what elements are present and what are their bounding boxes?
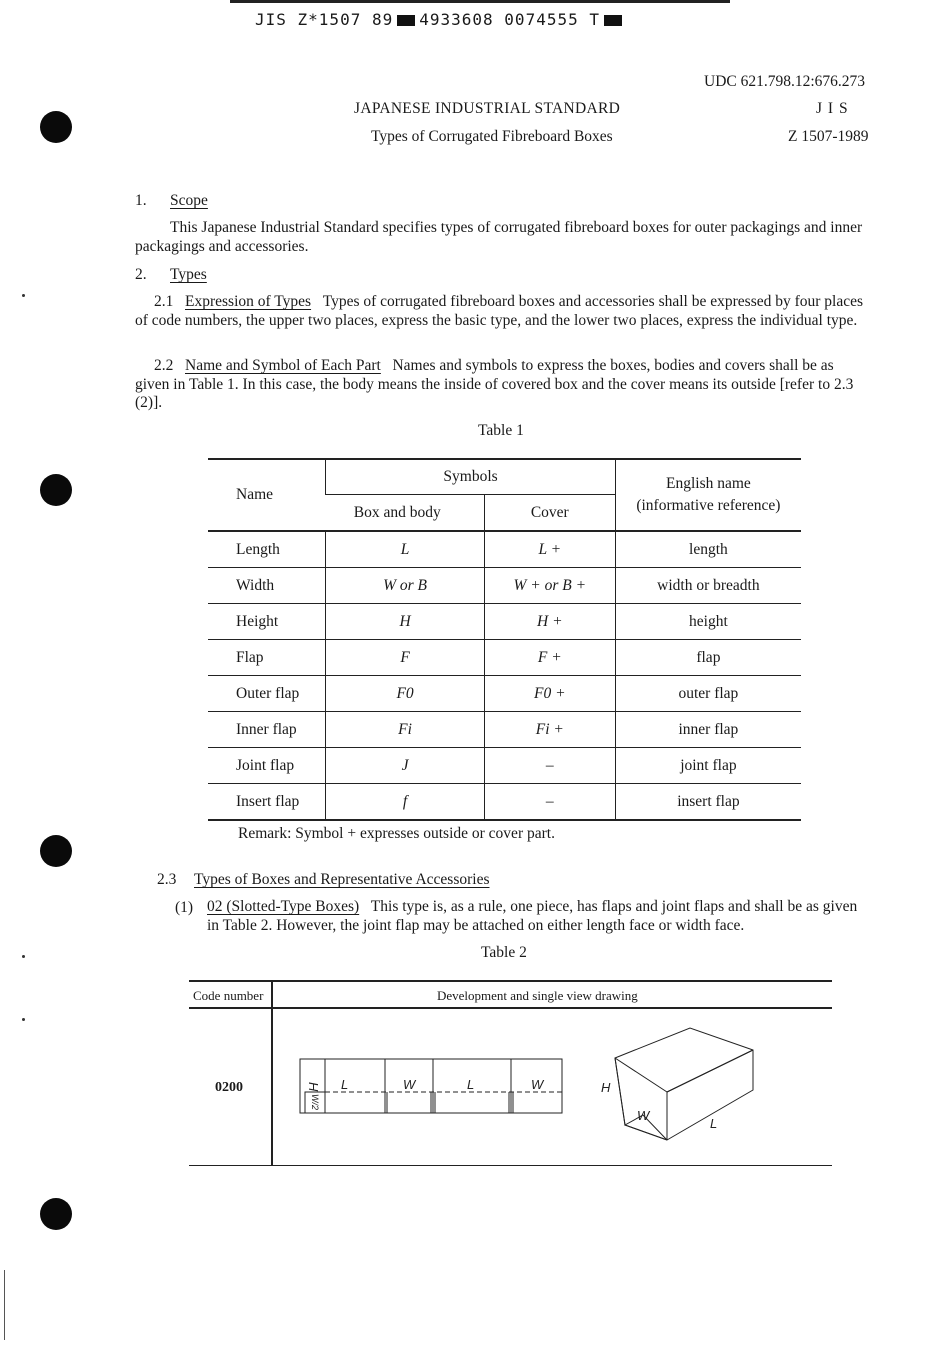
document-title: Types of Corrugated Fibreboard Boxes xyxy=(371,128,613,145)
top-rule xyxy=(230,0,730,3)
box-edge xyxy=(615,1058,667,1092)
s23-1-title: 02 (Slotted-Type Boxes) xyxy=(207,898,360,915)
dev-label-l2: L xyxy=(467,1077,475,1092)
margin-line xyxy=(4,1270,5,1340)
t2-header-rule xyxy=(189,1007,832,1009)
t1-cell-cover: F + xyxy=(484,640,615,676)
box-label-h: H xyxy=(601,1080,611,1095)
table1-remark: Remark: Symbol + expresses outside or cover part. xyxy=(238,825,555,842)
t1-header-english xyxy=(615,459,801,531)
t2-code-0200: 0200 xyxy=(215,1080,243,1095)
t1-row xyxy=(208,640,801,676)
t1-cell-english: height xyxy=(615,604,801,640)
s23-1-paragraph xyxy=(207,898,869,935)
t1-cell-english: outer flap xyxy=(615,676,801,712)
s22-num: 2.2 xyxy=(154,357,174,374)
t1-cell-box: F xyxy=(326,640,485,676)
t1-cell-name: Flap xyxy=(236,648,264,666)
binder-hole xyxy=(40,474,72,506)
t1-cell-box: H xyxy=(326,604,485,640)
s21-paragraph xyxy=(135,293,865,330)
t2-top-rule xyxy=(189,980,832,982)
dev-label-w2: W xyxy=(531,1077,544,1092)
standard-org: JAPANESE INDUSTRIAL STANDARD xyxy=(354,100,621,117)
standard-number: Z 1507-1989 xyxy=(788,128,869,145)
t1-row xyxy=(208,712,801,748)
s21-num: 2.1 xyxy=(154,293,174,310)
t1-row xyxy=(208,531,801,568)
table1 xyxy=(208,458,801,821)
t1-cell-box: L xyxy=(326,531,485,568)
s2-title: Types xyxy=(170,266,207,283)
t1-row xyxy=(208,604,801,640)
redaction-block xyxy=(604,15,622,26)
box-single-view-drawing xyxy=(595,1020,765,1145)
binder-hole xyxy=(40,835,72,867)
dev-label-half-w: W/2 xyxy=(310,1094,320,1111)
t1-cell-box: f xyxy=(326,784,485,821)
s21-title: Expression of Types xyxy=(185,293,312,310)
box-label-w: W xyxy=(637,1108,650,1123)
binder-hole xyxy=(40,1198,72,1230)
t1-cell-english: insert flap xyxy=(615,784,801,821)
t1-cell-english: inner flap xyxy=(615,712,801,748)
box-outline xyxy=(615,1028,753,1140)
t1-cell-name: Insert flap xyxy=(236,792,300,810)
t1-cell-cover: H + xyxy=(484,604,615,640)
header-code xyxy=(255,10,626,29)
development-drawing xyxy=(295,1052,570,1122)
dev-label-h: H xyxy=(306,1082,321,1092)
t1-cell-english: length xyxy=(615,531,801,568)
t1-cell-english: joint flap xyxy=(615,748,801,784)
t1-header-cover: Cover xyxy=(484,495,615,532)
dev-label-l1: L xyxy=(341,1077,349,1092)
development-outline xyxy=(300,1059,562,1113)
table2-caption: Table 2 xyxy=(481,944,527,961)
t1-header-box: Box and body xyxy=(353,503,441,521)
redaction-block xyxy=(397,15,415,26)
t1-cell-cover: L + xyxy=(484,531,615,568)
t1-header-english-line2: (informative reference) xyxy=(636,497,781,514)
header-code-left: JIS Z*1507 89 xyxy=(255,10,394,29)
t1-cell-name: Height xyxy=(236,612,279,630)
t1-cell-cover: – xyxy=(484,784,615,821)
speck xyxy=(22,294,25,297)
t1-cell-box: Fi xyxy=(326,712,485,748)
speck xyxy=(22,955,25,958)
s23-title: Types of Boxes and Representative Accessories xyxy=(194,871,490,888)
binder-hole xyxy=(40,111,72,143)
s23-1-text: This type is, as a rule, one piece, has flaps and joint flaps and shall be as given in Table 2. However, the joint flap may be attached on either length face or width face. xyxy=(207,898,858,934)
s21-text: Types of corrugated fibreboard boxes and accessories shall be expressed by four places of code numbers, the upper two places, express the basic type, and the lower two places, express the individual type. xyxy=(135,293,864,329)
s23-1-num: (1) xyxy=(175,899,194,916)
s1-num: 1. xyxy=(135,192,147,209)
s22-paragraph xyxy=(135,357,865,413)
t1-cell-box: J xyxy=(326,748,485,784)
t2-header-drawing: Development and single view drawing xyxy=(437,988,638,1003)
t1-cell-name: Length xyxy=(236,540,280,558)
t1-cell-cover: W + or B + xyxy=(484,568,615,604)
s1-title: Scope xyxy=(170,192,208,209)
t1-cell-cover: F0 + xyxy=(484,676,615,712)
t1-cell-name: Outer flap xyxy=(236,684,300,702)
t1-cell-box: F0 xyxy=(326,676,485,712)
jis-label: J I S xyxy=(816,100,849,117)
t1-cell-name: Inner flap xyxy=(236,720,297,738)
t1-row xyxy=(208,784,801,821)
t1-cell-cover: – xyxy=(484,748,615,784)
s1-text: This Japanese Industrial Standard specifies types of corrugated fibreboard boxes for outer packagings and inner packagings and accessories. xyxy=(135,219,863,255)
t1-cell-english: flap xyxy=(615,640,801,676)
box-label-l: L xyxy=(710,1116,718,1131)
s22-text: Names and symbols to express the boxes, bodies and covers shall be as given in Table 1. In this case, the body means the inside of covered box and the cover means its outside [refer to 2.3 (2)]. xyxy=(135,357,854,411)
t1-header-symbols: Symbols xyxy=(326,459,616,495)
s23-num: 2.3 xyxy=(157,871,177,888)
s22-title: Name and Symbol of Each Part xyxy=(185,357,381,374)
box-edge xyxy=(615,1058,625,1125)
t1-cell-name: Joint flap xyxy=(236,756,295,774)
t1-header-name: Name xyxy=(208,459,326,531)
box-edge xyxy=(667,1050,753,1092)
t1-header-english-line1: English name xyxy=(665,475,751,492)
table1-caption: Table 1 xyxy=(478,422,524,439)
t1-cell-english: width or breadth xyxy=(615,568,801,604)
header-code-right: 4933608 0074555 T xyxy=(419,10,600,29)
t2-header-code: Code number xyxy=(193,988,264,1003)
t2-col-divider xyxy=(271,980,273,1166)
s2-num: 2. xyxy=(135,266,147,283)
speck xyxy=(22,1018,25,1021)
t1-row xyxy=(208,568,801,604)
dev-label-w1: W xyxy=(403,1077,416,1092)
udc: UDC 621.798.12:676.273 xyxy=(704,73,866,90)
t2-bottom-rule xyxy=(189,1165,832,1166)
t1-cell-name: Width xyxy=(236,576,275,594)
t1-row xyxy=(208,676,801,712)
t1-cell-cover: Fi + xyxy=(484,712,615,748)
t1-cell-box: W or B xyxy=(326,568,485,604)
t1-row xyxy=(208,748,801,784)
